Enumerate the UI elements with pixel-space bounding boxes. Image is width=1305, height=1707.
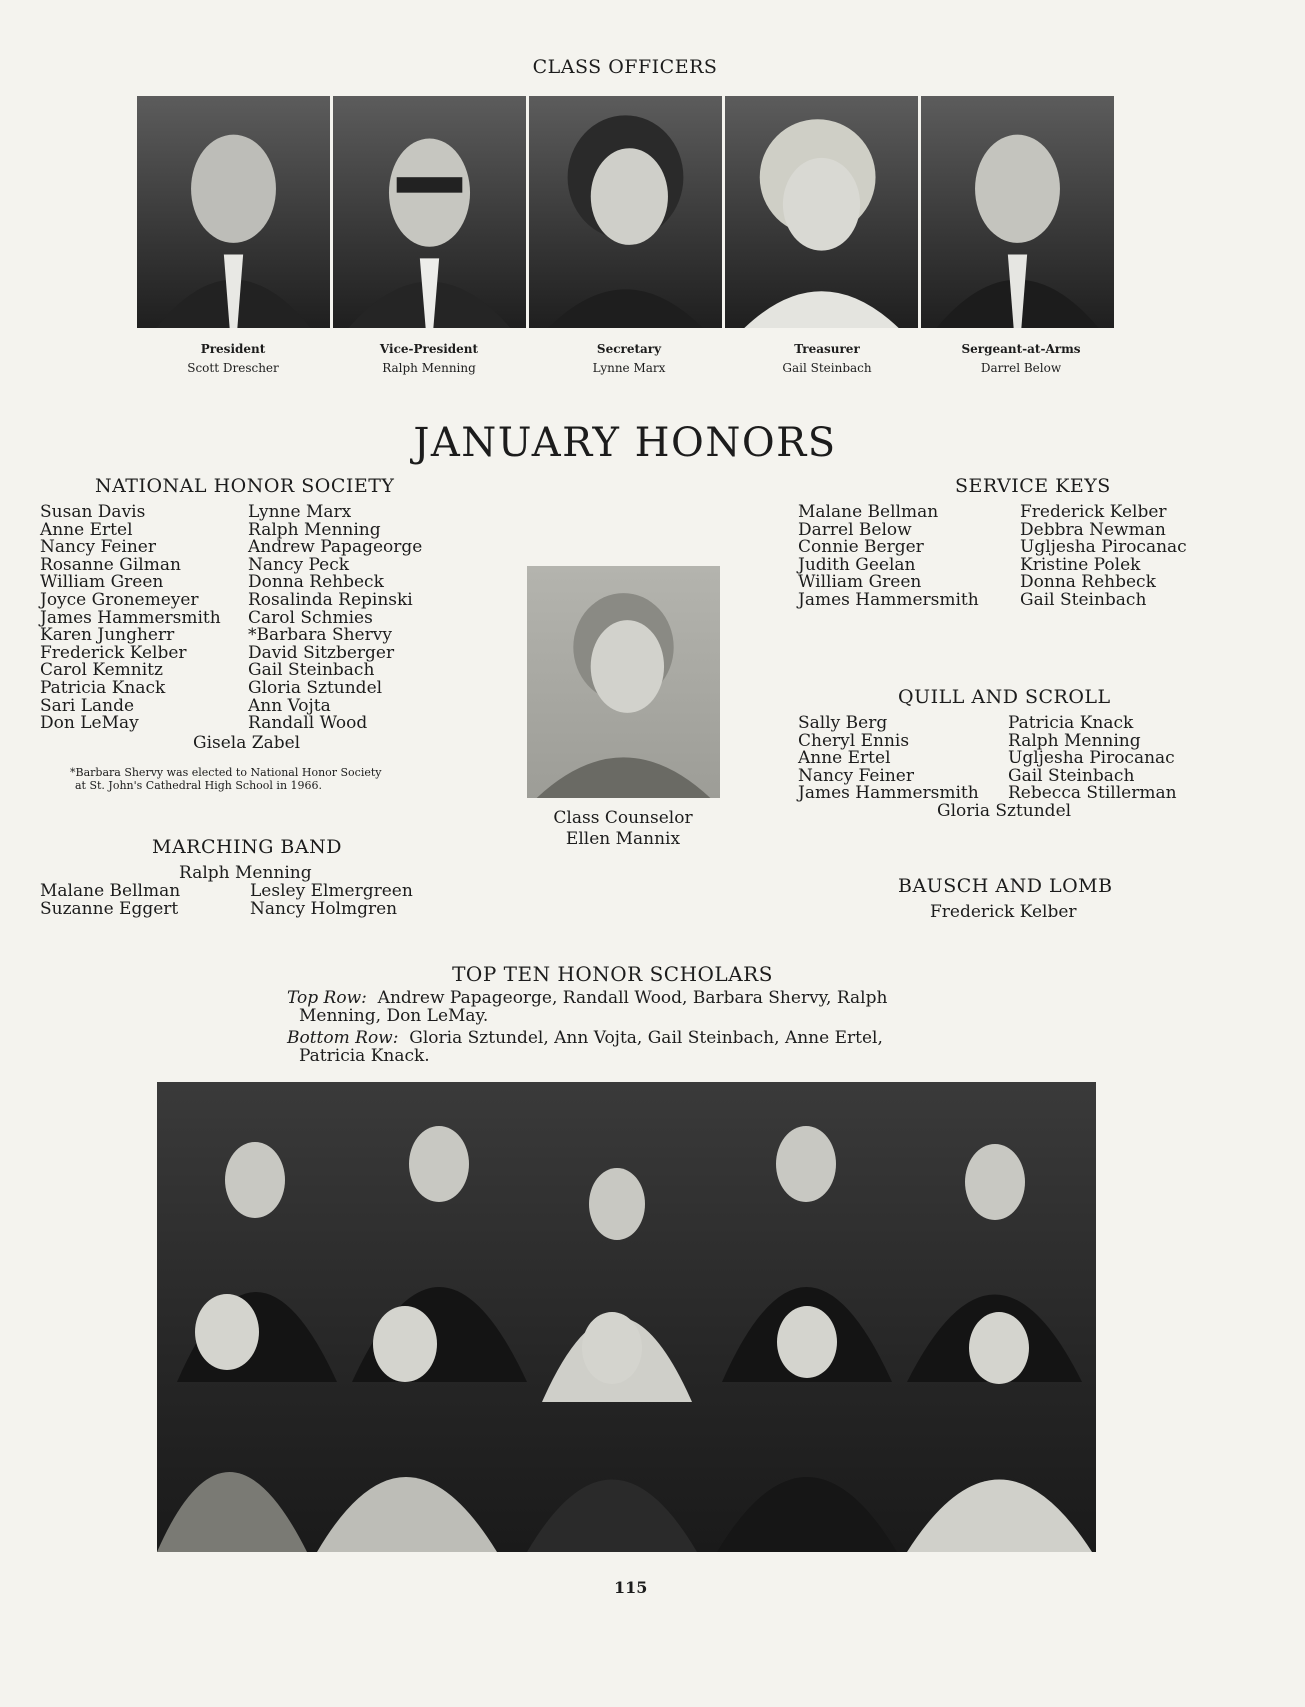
list-item: Frederick Kelber [40, 642, 187, 663]
page-title: JANUARY HONORS [413, 420, 837, 466]
list-item: Ugljesha Pirocanac [1008, 748, 1175, 769]
list-item: Gail Steinbach [1020, 589, 1147, 610]
officer-name: Scott Drescher [187, 361, 279, 375]
officer-role: President [200, 342, 266, 356]
list-item: Connie Berger [798, 537, 924, 558]
list-item: Ann Vojta [248, 695, 331, 716]
top-ten-top-row [287, 990, 887, 1025]
list-item: Suzanne Eggert [40, 898, 179, 919]
list-item: Anne Ertel [798, 748, 891, 769]
list-item: Carol Kemnitz [40, 660, 163, 681]
list-item: Donna Rehbeck [248, 572, 384, 593]
list-item: Sari Lande [40, 695, 135, 716]
list-item: Cheryl Ennis [798, 730, 910, 751]
list-item: Nancy Holmgren [250, 898, 398, 919]
list-item: James Hammersmith [798, 589, 979, 610]
officer-caption-president [133, 340, 333, 378]
bottom-row-names-line-2: Patricia Knack. [299, 1045, 430, 1066]
list-item: David Sitzberger [248, 642, 395, 663]
top-row-names-line-1: Andrew Papageorge, Randall Wood, Barbara Shervy, Ralph [377, 988, 888, 1008]
nhs-footnote-line-2: at St. John's Cathedral High School in 1966. [75, 779, 323, 792]
list-item: Andrew Papageorge [248, 537, 423, 558]
list-item: Kristine Polek [1020, 554, 1141, 575]
officer-name: Lynne Marx [592, 361, 666, 375]
officer-photo-secretary [529, 96, 722, 328]
list-item: Susan Davis [40, 502, 146, 522]
list-item: Carol Schmies [248, 607, 373, 628]
officer-caption-treasurer [727, 340, 927, 378]
marching-band-column-2 [250, 883, 413, 918]
nhs-title: NATIONAL HONOR SOCIETY [95, 475, 395, 497]
officer-caption-vice-president [329, 340, 529, 378]
officer-photo-vice-president [333, 96, 526, 328]
marching-band-title: MARCHING BAND [152, 836, 342, 858]
list-item: Malane Bellman [40, 881, 181, 901]
list-item: Ugljesha Pirocanac [1020, 537, 1187, 558]
list-item: James Hammersmith [798, 783, 979, 804]
list-item: Malane Bellman [798, 502, 939, 522]
officer-name: Gail Steinbach [782, 361, 872, 375]
list-item: William Green [798, 572, 922, 593]
list-item: Frederick Kelber [1020, 502, 1167, 522]
officer-name: Ralph Menning [382, 361, 476, 375]
counselor-photo [527, 566, 720, 798]
service-keys-column-2 [1020, 504, 1187, 610]
list-item: Ralph Menning [1008, 730, 1141, 751]
top-row-names-line-2: Menning, Don LeMay. [299, 1005, 489, 1026]
class-officers-title: CLASS OFFICERS [532, 56, 718, 78]
list-item: Patricia Knack [1008, 713, 1134, 733]
list-item: Sally Berg [798, 713, 888, 733]
list-item: Rebecca Stillerman [1008, 783, 1177, 804]
bottom-row-label: Bottom Row: [287, 1028, 399, 1048]
officer-role: Secretary [596, 342, 662, 356]
bottom-row-names-line-1: Gloria Sztundel, Ann Vojta, Gail Steinbach, Anne Ertel, [409, 1028, 883, 1048]
bausch-and-lomb-title: BAUSCH AND LOMB [898, 875, 1113, 897]
list-item: Ralph Menning [248, 519, 381, 540]
list-item: William Green [40, 572, 164, 593]
list-item: Don LeMay [40, 713, 139, 734]
officer-role: Treasurer [794, 342, 860, 356]
marching-band-lead: Ralph Menning [179, 863, 312, 883]
top-ten-bottom-row [287, 1030, 883, 1065]
list-item: Debbra Newman [1020, 519, 1166, 540]
list-item: Lesley Elmergreen [250, 881, 413, 901]
top-ten-group-photo [157, 1082, 1096, 1552]
quill-and-scroll-last-name: Gloria Sztundel [937, 801, 1072, 821]
quill-and-scroll-title: QUILL AND SCROLL [898, 686, 1111, 708]
list-item: Anne Ertel [40, 519, 133, 540]
nhs-column-2 [248, 504, 422, 733]
list-item: Nancy Peck [248, 554, 350, 575]
service-keys-column-1 [798, 504, 979, 610]
list-item: Darrel Below [798, 519, 912, 540]
service-keys-title: SERVICE KEYS [955, 475, 1111, 497]
top-row-label: Top Row: [287, 988, 367, 1008]
nhs-footnote-line-1: *Barbara Shervy was elected to National Honor Society [70, 766, 382, 779]
nhs-column-1 [40, 504, 221, 733]
list-item: Joyce Gronemeyer [40, 589, 199, 610]
quill-and-scroll-column-2 [1008, 715, 1177, 803]
list-item: James Hammersmith [40, 607, 221, 628]
page-number: 115 [614, 1578, 648, 1597]
list-item: Patricia Knack [40, 677, 166, 698]
list-item: Randall Wood [248, 713, 368, 734]
officer-photo-president [137, 96, 330, 328]
list-item: Lynne Marx [248, 502, 352, 522]
list-item: Rosalinda Repinski [248, 589, 413, 610]
officer-photo-sergeant-at-arms [921, 96, 1114, 328]
list-item: Gloria Sztundel [248, 677, 383, 698]
bausch-and-lomb-name: Frederick Kelber [930, 902, 1077, 922]
list-item: Gail Steinbach [248, 660, 375, 681]
officer-caption-secretary [529, 340, 729, 378]
officer-role: Vice-President [379, 342, 479, 356]
list-item: Donna Rehbeck [1020, 572, 1156, 593]
marching-band-column-1 [40, 883, 180, 918]
top-ten-title: TOP TEN HONOR SCHOLARS [452, 962, 773, 986]
list-item: Judith Geelan [798, 554, 916, 575]
counselor-role: Class Counselor [553, 808, 693, 828]
officer-caption-sergeant-at-arms [921, 340, 1121, 378]
officer-photo-treasurer [725, 96, 918, 328]
list-item: Gail Steinbach [1008, 765, 1135, 786]
list-item: Nancy Feiner [40, 537, 156, 558]
list-item: Rosanne Gilman [40, 554, 181, 575]
officer-name: Darrel Below [980, 361, 1062, 375]
list-item: Nancy Feiner [798, 765, 914, 786]
list-item: *Barbara Shervy [248, 625, 392, 646]
counselor-caption [523, 808, 723, 850]
nhs-last-name: Gisela Zabel [193, 733, 301, 753]
officer-role: Sergeant-at-Arms [961, 342, 1081, 356]
list-item: Karen Jungherr [40, 625, 175, 646]
quill-and-scroll-column-1 [798, 715, 979, 803]
counselor-name: Ellen Mannix [565, 829, 681, 849]
